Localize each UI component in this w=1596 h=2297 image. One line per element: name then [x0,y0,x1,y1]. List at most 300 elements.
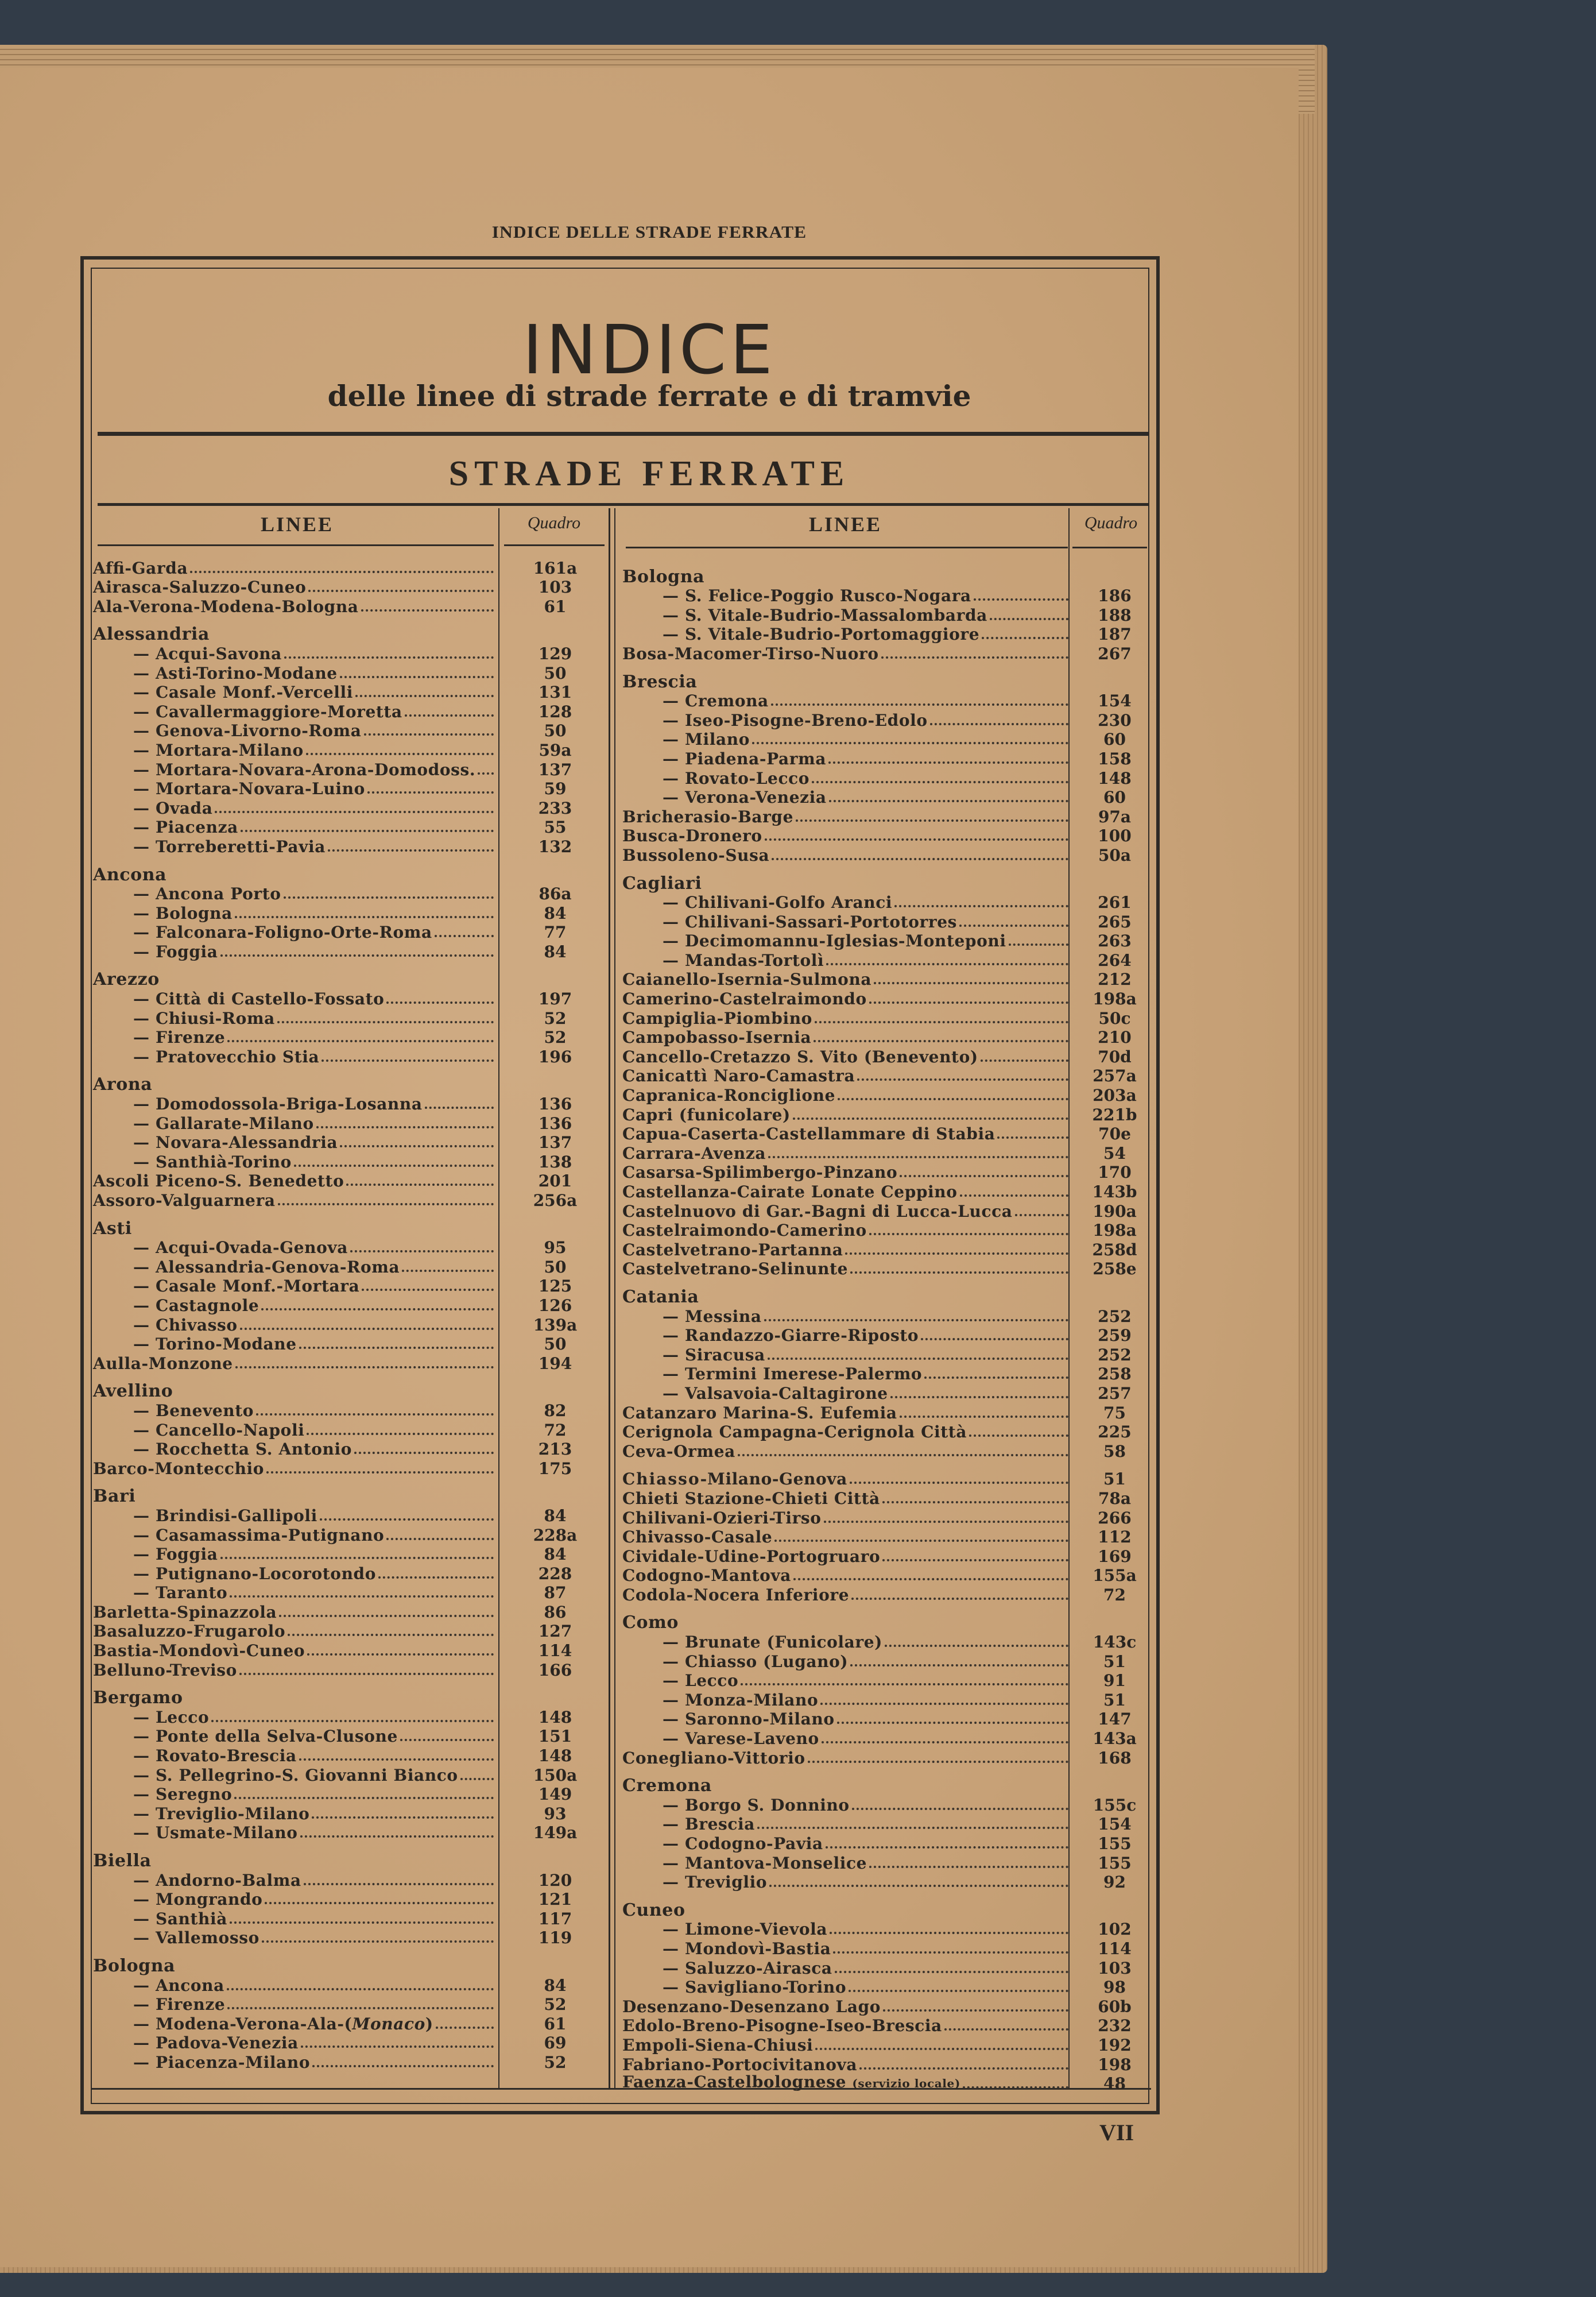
entry-text: Capri (funicolare) [622,1105,791,1124]
entry-text: — Città di Castello-Fossato [133,989,385,1009]
entry-text: — Modena-Verona-Ala-( [133,2014,352,2033]
dot-leader [883,2009,1068,2012]
entry-text: — Acqui-Ovada-Genova [133,1238,348,1258]
entry-text: — Bologna [133,903,233,923]
dot-leader [220,1557,494,1559]
quadro-number: 103 [1098,1958,1132,1978]
index-entry [93,1008,604,1028]
entry-text: — Brunate (Funicolare) [663,1633,883,1652]
running-header: INDICE DELLE STRADE FERRATE [491,223,807,242]
quadro-number: 138 [538,1152,572,1171]
quadro-number: 151 [538,1727,572,1746]
index-entry [622,1422,1150,1442]
quadro-number: 60b [1098,1997,1132,2016]
entry-text: — Seregno [133,1785,233,1804]
index-entry [622,1259,1150,1279]
entry-text: Canicattì Naro-Camastra [622,1066,855,1086]
divider [98,503,1148,506]
dot-leader [974,598,1068,601]
index-entry [622,625,1150,644]
entry-line-name [93,1890,262,1909]
dot-leader [279,1615,494,1617]
entry-line-name [622,1144,766,1163]
dot-leader [235,916,494,918]
entry-line-name [622,711,928,730]
index-heading [93,1487,604,1506]
entry-text: — Decimomannu-Iglesias-Monteponi [663,931,1006,951]
entry-text: Bologna [622,566,705,587]
dot-leader [405,714,494,717]
index-entry [622,1585,1150,1604]
quadro-number: 264 [1098,950,1132,970]
quadro-number: 155 [1098,1853,1132,1873]
dot-leader [822,1741,1068,1743]
index-heading [93,625,604,644]
dot-leader [299,1758,494,1761]
entry-text: — Codogno-Pavia [663,1834,823,1853]
index-entry [622,1182,1150,1201]
quadro-number: 82 [544,1401,567,1420]
quadro-number: 186 [1098,586,1132,606]
entry-line-name [622,1326,919,1345]
index-entry [93,1440,604,1459]
index-entry [93,2014,604,2033]
quadro-number: 129 [538,644,572,663]
entry-line-name [93,1545,218,1564]
quadro-number: 258 [1098,1364,1132,1384]
entry-line-name [93,1564,376,1583]
index-entry [93,903,604,923]
quadro-number: 60 [1103,788,1126,807]
index-entry [93,1094,604,1113]
entry-text: — Foggia [133,1545,218,1564]
entry-text: — Saluzzo-Airasca [663,1958,832,1978]
entry-text: — S. Vitale-Budrio-Portomaggiore [663,625,980,644]
entry-text: Faenza-Castelbolognese [622,2072,846,2092]
entry-text: — Lecco [133,1707,210,1727]
dot-leader [256,1413,494,1416]
entry-line-name [622,644,879,663]
page-subtitle: delle linee di strade ferrate e di tramvie [327,379,971,413]
dot-leader [340,1145,494,1147]
entry-line-name [622,1834,823,1853]
entry-text: — Vallemosso [133,1928,259,1948]
index-heading [622,567,1150,586]
index-entry [93,2052,604,2072]
quadro-number: 221b [1092,1105,1137,1124]
index-entry [93,1459,604,1478]
index-entry [622,691,1150,711]
entry-line-name [622,2055,857,2074]
entry-text: Afﬁ-Garda [93,558,188,578]
entry-text: — Iseo-Pisogne-Breno-Edolo [663,710,928,730]
index-entry [93,1928,604,1948]
quadro-number: 143a [1093,1729,1137,1749]
right-index-list [622,558,1150,2093]
index-entry [622,989,1150,1008]
index-entry [93,1975,604,1995]
quadro-number: 252 [1098,1306,1132,1326]
entry-text: — Borgo S. Donnino [663,1795,850,1815]
entry-line-name [622,606,987,625]
dot-leader [300,1835,494,1838]
quadro-number: 119 [538,1928,572,1948]
dot-leader [350,1250,494,1252]
entry-text: Brescia [622,671,698,692]
header-underline [504,544,605,546]
entry-text: Castelraimondo-Camerino [622,1221,867,1240]
quadro-number: 121 [538,1890,572,1909]
index-entry [93,1113,604,1133]
entry-line-name [93,1047,319,1066]
dot-leader [850,1664,1068,1666]
index-entry [93,1506,604,1525]
quadro-number: 87 [544,1583,567,1603]
dot-leader [230,1595,494,1598]
index-entry [622,1920,1150,1939]
entry-line-name [93,2053,310,2072]
index-entry [622,586,1150,606]
entry-text: — Castagnole [133,1296,259,1315]
quadro-number: 97a [1098,807,1132,826]
dot-leader [386,1001,494,1004]
entry-line-name [622,1240,843,1259]
index-entry [622,1066,1150,1086]
entry-line-name [93,904,233,923]
entry-line-name [622,2016,942,2035]
quadro-number: 168 [1098,1748,1132,1768]
index-entry [93,1641,604,1660]
index-entry [622,826,1150,846]
dot-leader [982,637,1068,639]
quadro-number: 50 [544,721,567,741]
quadro-number: 228 [538,1564,572,1583]
index-entry [93,1257,604,1277]
index-entry [93,597,604,616]
index-entry [622,2074,1150,2094]
entry-line-name [93,779,365,798]
entry-text: — Taranto [133,1583,228,1603]
entry-text: — Asti-Torino-Modane [133,663,338,683]
entry-line-name [93,1133,338,1152]
quadro-number: 55 [544,818,567,837]
dot-leader [990,618,1068,620]
index-heading [622,1287,1150,1306]
dot-leader [997,1136,1068,1139]
entry-text: Ascoli Piceno-S. Benedetto [93,1171,344,1191]
dot-leader [824,1521,1068,1523]
dot-leader [227,1988,494,1990]
dot-leader [738,1454,1068,1456]
index-entry [93,702,604,721]
entry-text: Caianello-Isernia-Sulmona [622,970,872,989]
entry-line-name [93,1335,297,1354]
quadro-number: 100 [1098,826,1132,846]
quadro-number: 86a [539,884,572,904]
index-entry [93,1804,604,1823]
entry-line-name [93,1075,152,1094]
quadro-number: 198a [1093,1221,1137,1240]
entry-text: — S. Felice-Poggio Rusco-Nogara [663,586,971,606]
dot-leader [769,1885,1068,1887]
entry-line-name [622,970,871,989]
dot-leader [815,1021,1068,1023]
dot-leader [741,1683,1068,1685]
entry-text: — Ancona Porto [133,884,281,904]
header-underline [1072,547,1147,548]
entry-line-name [622,989,867,1008]
entry-text: — Valsavoia-Caltagirone [663,1383,888,1403]
entry-line-name [622,586,971,605]
entry-text: — Cancello-Napoli [133,1420,305,1440]
entry-text: Capranica-Ronciglione [622,1086,835,1105]
dot-leader [346,1184,494,1186]
quadro-number: 126 [538,1296,572,1315]
entry-line-name [93,625,210,644]
entry-text: — Brindisi-Gallipoli [133,1506,317,1525]
entry-line-name [93,1191,276,1210]
dot-leader [793,1578,1068,1580]
dot-leader [301,2045,494,2048]
entry-line-name [622,1364,922,1383]
entry-text: Airasca-Saluzzo-Cuneo [93,578,307,597]
entry-text: Busca-Dronero [622,826,762,846]
entry-text: Barco-Montecchio [93,1459,265,1478]
quadro-number: 170 [1098,1163,1132,1182]
dot-leader [812,781,1068,783]
entry-text: Camerino-Castelraimondo [622,989,867,1009]
dot-leader [321,1059,494,1062]
entry-text: Aulla-Monzone [93,1354,233,1373]
entry-text: Empoli-Siena-Chiusi [622,2035,814,2055]
entry-line-name [622,1009,812,1028]
entry-line-name [622,951,824,970]
index-entry [622,1939,1150,1958]
dot-leader [882,1559,1068,1561]
quadro-number: 132 [538,837,572,856]
dot-leader [959,925,1068,927]
index-entry [622,912,1150,931]
entry-text: Edolo-Breno-Pisogne-Iseo-Brescia [622,2016,942,2036]
dot-leader [881,656,1068,659]
entry-line-name [622,1547,880,1566]
index-heading [93,1075,604,1095]
index-entry [622,1632,1150,1652]
quadro-number: 203a [1093,1086,1137,1105]
quadro-number: 166 [538,1660,572,1680]
quadro-number: 158 [1098,749,1132,768]
entry-text: — Chivasso [133,1315,238,1335]
quadro-number: 77 [544,923,567,942]
entry-line-name [622,1259,848,1278]
index-entry [622,1795,1150,1815]
entry-line-name [93,1641,305,1660]
entry-text: Ala-Verona-Modena-Bologna [93,597,359,616]
dot-leader [930,723,1068,725]
entry-line-name [93,1785,232,1804]
quadro-number: 228a [533,1525,578,1545]
entry-line-name [93,1956,175,1975]
index-entry [622,1508,1150,1528]
entry-line-name [93,1976,224,1995]
entry-line-name [93,1095,423,1113]
dot-leader [239,1673,494,1675]
quadro-number: 51 [1103,1690,1126,1710]
quadro-number: 75 [1103,1403,1126,1422]
entry-line-name [93,884,281,903]
quadro-number: 84 [544,942,567,961]
quadro-number: 233 [538,798,572,818]
entry-text: — Mortara-Novara-Arona-Domodoss. [133,760,476,779]
index-entry [93,1890,604,1909]
quadro-number: 59a [539,740,572,760]
quadro-number: 194 [538,1354,572,1373]
index-entry [622,1201,1150,1221]
dot-leader [869,1866,1068,1868]
quadro-number: 192 [1098,2035,1132,2055]
index-entry [622,730,1150,749]
entry-text: Conegliano-Vittorio [622,1748,805,1768]
entry-line-name [622,1528,772,1546]
entry-line-name [93,1296,259,1315]
dot-leader [808,1761,1068,1763]
page-title: INDICE [522,310,776,389]
dot-leader [944,2028,1068,2031]
index-entry [93,1315,604,1335]
entry-text: Fabriano-Portocivitanova [622,2055,858,2074]
dot-leader [220,954,494,957]
entry-text: Bergamo [93,1688,183,1708]
index-entry [622,1815,1150,1834]
index-heading [622,672,1150,691]
quadro-number: 52 [544,1028,567,1047]
dot-leader [240,1328,494,1330]
index-heading [622,873,1150,893]
index-entry [93,1583,604,1603]
index-entry [622,1364,1150,1384]
entry-text: — Treviglio [663,1873,768,1892]
dot-leader [981,1059,1068,1062]
index-entry [622,1240,1150,1259]
entry-line-name [622,1047,978,1066]
dot-leader [768,1156,1068,1158]
dot-leader [814,1040,1068,1042]
entry-line-name [622,1221,867,1240]
quadro-number: 154 [1098,1815,1132,1834]
dot-leader [752,742,1068,744]
quadro-number: 52 [544,1008,567,1028]
entry-line-name [93,923,432,942]
quadro-number: 139a [533,1315,578,1335]
page-number: VII [1099,2120,1134,2145]
entry-line-name [93,1219,132,1238]
entry-text: Cividale-Udine-Portogruaro [622,1546,881,1566]
quadro-number: 84 [544,1545,567,1564]
quadro-number: 212 [1098,970,1132,989]
entry-line-name [622,1652,848,1671]
index-heading [93,1219,604,1238]
header-underline [98,544,494,546]
entry-line-name [93,1114,314,1133]
dot-leader [294,1165,494,1167]
index-entry [622,605,1150,625]
entry-text: — Limone-Vievola [663,1920,828,1939]
entry-line-name [622,1710,835,1728]
index-heading [93,1956,604,1975]
divider [98,432,1148,436]
entry-line-name [622,912,957,931]
entry-line-name [622,1959,832,1978]
header-underline [626,547,1068,548]
entry-line-name [622,1307,762,1326]
dot-leader [850,1271,1068,1274]
index-entry [622,1978,1150,1997]
entry-line-name [93,559,188,578]
entry-line-name [622,1671,738,1690]
index-entry [622,807,1150,826]
entry-text: Cancello-Cretazzo S. Vito (Benevento) [622,1047,978,1066]
dot-leader [266,1471,494,1474]
dot-leader [436,2027,494,2029]
index-entry [622,893,1150,912]
entry-text: — Verona-Venezia [663,788,827,807]
index-entry [93,1335,604,1354]
dot-leader [857,1078,1068,1081]
column-divider [609,508,610,2089]
entry-line-name [622,807,793,826]
dot-leader [386,1538,494,1540]
quadro-number: 59 [544,779,567,799]
entry-line-name [93,1382,173,1401]
entry-text: Assoro-Valguarnera [93,1191,276,1210]
quadro-number: 52 [544,1995,567,2014]
entry-line-name [622,1691,818,1710]
entry-line-name [622,1384,888,1403]
entry-text: Belluno-Treviso [93,1660,237,1680]
quadro-number: 149a [533,1823,578,1843]
entry-text: Cremona [622,1776,712,1796]
dot-leader [284,656,494,659]
index-entry [622,749,1150,768]
dot-leader [361,609,494,612]
index-entry [93,884,604,904]
index-entry [622,710,1150,730]
quadro-number: 60 [1103,730,1126,749]
quadro-number: 259 [1098,1326,1132,1345]
entry-line-name [622,1287,699,1306]
index-entry [622,950,1150,970]
quadro-number: 61 [544,597,567,616]
entry-text: Arezzo [93,969,160,990]
quadro-number: 267 [1098,644,1132,663]
entry-line-name [93,1727,398,1746]
index-entry [93,1707,604,1727]
entry-line-name [93,1583,227,1602]
quadro-number: 98 [1103,1978,1126,1997]
entry-text: — Genova-Livorno-Roma [133,721,362,741]
entry-text: Cagliari [622,873,702,894]
entry-line-name [93,664,338,683]
entry-line-name [622,1489,880,1508]
index-entry [93,1622,604,1641]
index-entry [93,1420,604,1440]
quadro-number: 190a [1093,1201,1137,1221]
index-entry [93,1995,604,2014]
index-entry [93,1602,604,1622]
entry-line-name [622,1202,1013,1221]
entry-text: Bologna [93,1955,176,1976]
index-entry [622,1748,1150,1768]
